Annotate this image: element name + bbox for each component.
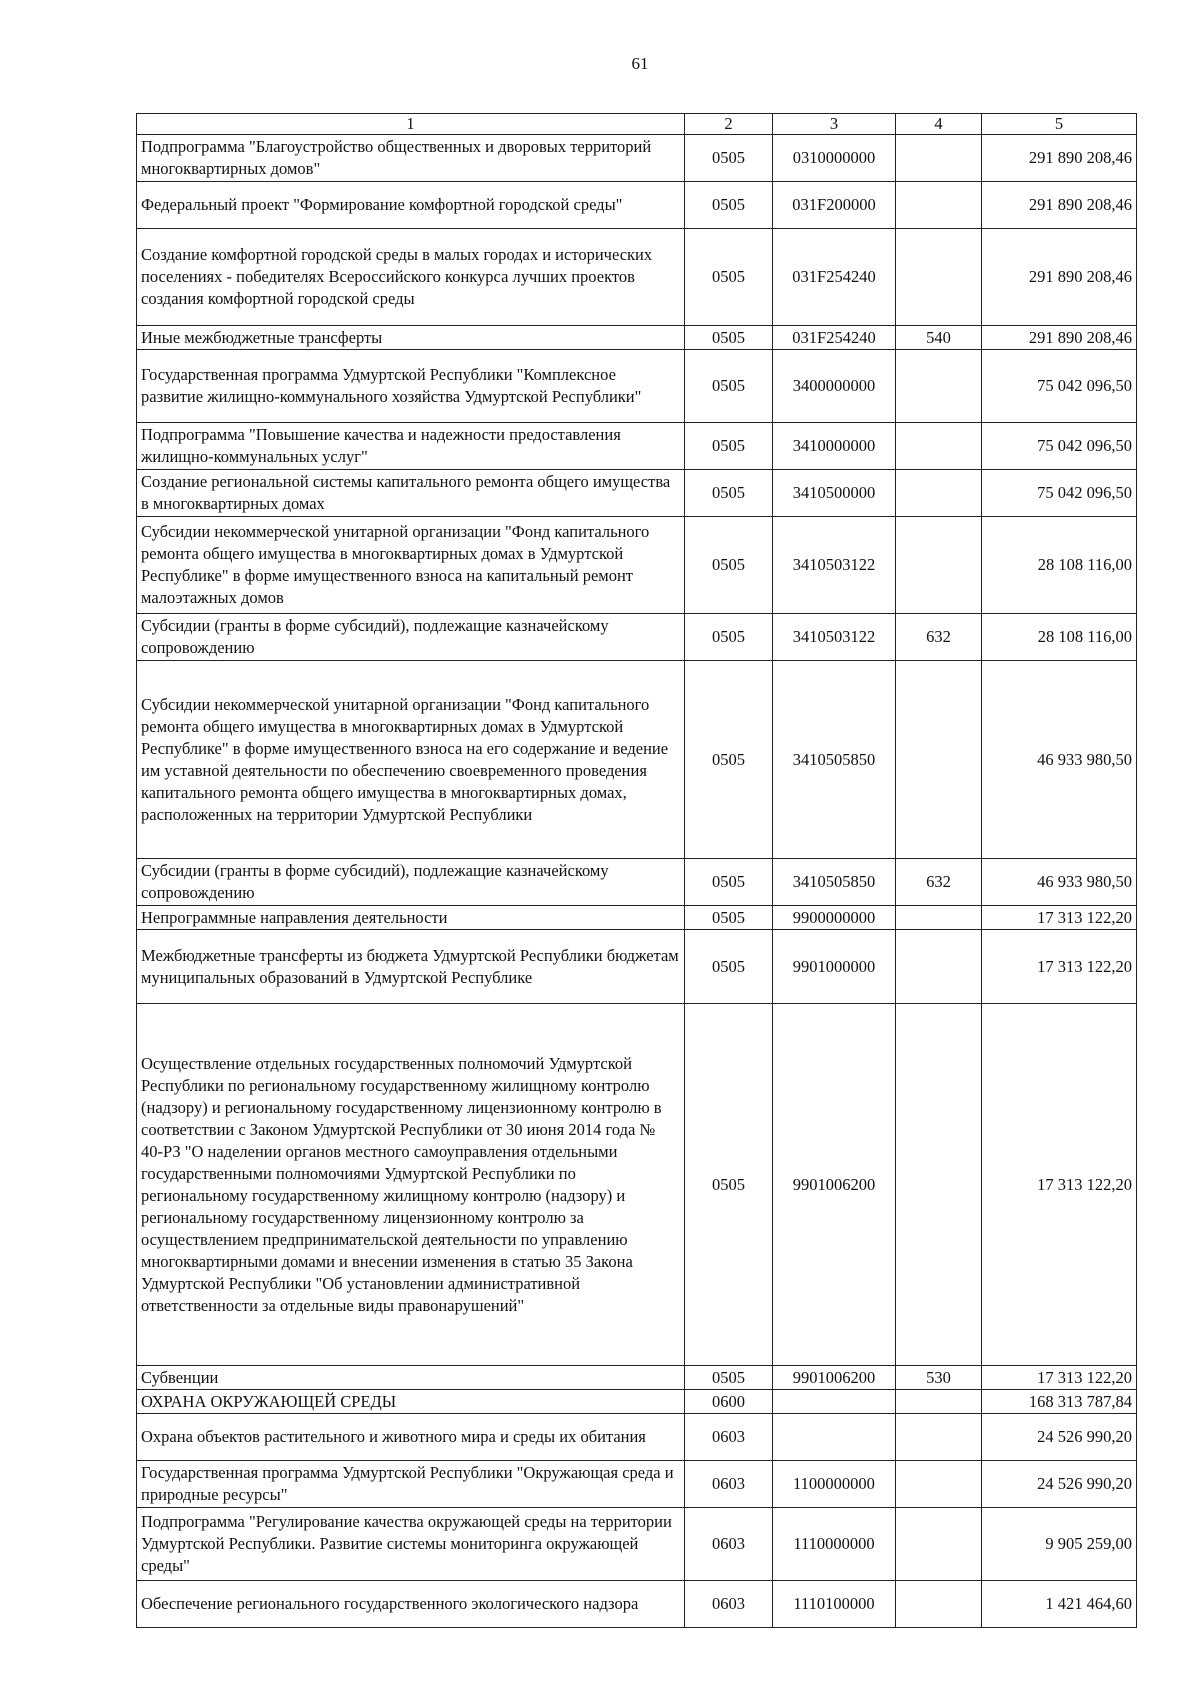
row-code xyxy=(773,1414,896,1461)
row-name: Субсидии некоммерческой унитарной организации "Фонд капитального ремонта общего имущества в многоквартирных домах в Удмуртской Республике" в форме имущественного взноса на его содержание и ведение им уставной деятельности по обеспечению своевременного проведения капитального ремонта общего имущества в многоквартирных домах, расположенных на территории Удмуртской Республики xyxy=(137,661,685,859)
row-type xyxy=(896,423,982,470)
row-section: 0603 xyxy=(685,1414,773,1461)
row-name: Субсидии (гранты в форме субсидий), подлежащие казначейскому сопровождению xyxy=(137,859,685,906)
row-type xyxy=(896,350,982,423)
row-type xyxy=(896,1581,982,1628)
row-code: 031F200000 xyxy=(773,182,896,229)
row-type xyxy=(896,1414,982,1461)
row-amount: 9 905 259,00 xyxy=(982,1508,1137,1581)
table-row xyxy=(137,135,1137,182)
row-name: Подпрограмма "Повышение качества и надежности предоставления жилищно-коммунальных услуг" xyxy=(137,423,685,470)
header-col-3: 3 xyxy=(773,114,896,135)
row-type xyxy=(896,135,982,182)
row-name: Создание региональной системы капитального ремонта общего имущества в многоквартирных домах xyxy=(137,470,685,517)
row-type xyxy=(896,229,982,326)
row-name: Подпрограмма "Благоустройство общественных и дворовых территорий многоквартирных домов" xyxy=(137,135,685,182)
row-code: 3410505850 xyxy=(773,859,896,906)
table-row xyxy=(137,661,1137,859)
row-section: 0505 xyxy=(685,1004,773,1366)
row-code: 3410503122 xyxy=(773,614,896,661)
table-row xyxy=(137,1414,1137,1461)
row-amount: 75 042 096,50 xyxy=(982,423,1137,470)
row-section: 0505 xyxy=(685,350,773,423)
row-section: 0600 xyxy=(685,1390,773,1414)
table-row xyxy=(137,182,1137,229)
row-name: Подпрограмма "Регулирование качества окружающей среды на территории Удмуртской Республики. Развитие системы мониторинга окружающей среды" xyxy=(137,1508,685,1581)
row-amount: 24 526 990,20 xyxy=(982,1461,1137,1508)
table-row xyxy=(137,517,1137,614)
row-type xyxy=(896,1461,982,1508)
row-type xyxy=(896,1508,982,1581)
row-code: 3410503122 xyxy=(773,517,896,614)
table-row xyxy=(137,326,1137,350)
row-section: 0505 xyxy=(685,182,773,229)
row-type xyxy=(896,930,982,1004)
row-name: Государственная программа Удмуртской Республики "Комплексное развитие жилищно-коммунального хозяйства Удмуртской Республики" xyxy=(137,350,685,423)
row-amount: 24 526 990,20 xyxy=(982,1414,1137,1461)
row-amount: 17 313 122,20 xyxy=(982,1366,1137,1390)
row-name: ОХРАНА ОКРУЖАЮЩЕЙ СРЕДЫ xyxy=(137,1390,685,1414)
row-name: Охрана объектов растительного и животного мира и среды их обитания xyxy=(137,1414,685,1461)
row-amount: 46 933 980,50 xyxy=(982,859,1137,906)
row-name: Субсидии (гранты в форме субсидий), подлежащие казначейскому сопровождению xyxy=(137,614,685,661)
row-code: 0310000000 xyxy=(773,135,896,182)
row-type: 632 xyxy=(896,859,982,906)
row-section: 0505 xyxy=(685,661,773,859)
row-amount: 291 890 208,46 xyxy=(982,182,1137,229)
row-amount: 75 042 096,50 xyxy=(982,350,1137,423)
row-code xyxy=(773,1390,896,1414)
row-type xyxy=(896,661,982,859)
row-section: 0505 xyxy=(685,517,773,614)
row-code: 3410500000 xyxy=(773,470,896,517)
row-type xyxy=(896,1390,982,1414)
row-section: 0505 xyxy=(685,135,773,182)
row-name: Федеральный проект "Формирование комфортной городской среды" xyxy=(137,182,685,229)
row-code: 9901006200 xyxy=(773,1366,896,1390)
row-amount: 17 313 122,20 xyxy=(982,930,1137,1004)
row-code: 1100000000 xyxy=(773,1461,896,1508)
table-row xyxy=(137,1581,1137,1628)
row-section: 0603 xyxy=(685,1508,773,1581)
row-name: Межбюджетные трансферты из бюджета Удмуртской Республики бюджетам муниципальных образований в Удмуртской Республике xyxy=(137,930,685,1004)
row-section: 0505 xyxy=(685,859,773,906)
row-amount: 1 421 464,60 xyxy=(982,1581,1137,1628)
row-type xyxy=(896,517,982,614)
table-row xyxy=(137,1508,1137,1581)
row-code: 3400000000 xyxy=(773,350,896,423)
row-type xyxy=(896,182,982,229)
row-amount: 17 313 122,20 xyxy=(982,906,1137,930)
row-code: 3410000000 xyxy=(773,423,896,470)
table-row xyxy=(137,614,1137,661)
table-row xyxy=(137,1366,1137,1390)
table-row xyxy=(137,906,1137,930)
row-section: 0505 xyxy=(685,906,773,930)
header-col-1: 1 xyxy=(137,114,685,135)
page-number: 61 xyxy=(631,54,649,73)
row-section: 0505 xyxy=(685,229,773,326)
row-code: 1110000000 xyxy=(773,1508,896,1581)
row-section: 0603 xyxy=(685,1461,773,1508)
row-code: 3410505850 xyxy=(773,661,896,859)
header-col-4: 4 xyxy=(896,114,982,135)
row-section: 0505 xyxy=(685,614,773,661)
row-amount: 291 890 208,46 xyxy=(982,229,1137,326)
row-type xyxy=(896,470,982,517)
row-name: Государственная программа Удмуртской Республики "Окружающая среда и природные ресурсы" xyxy=(137,1461,685,1508)
row-type: 540 xyxy=(896,326,982,350)
table-row xyxy=(137,1390,1137,1414)
row-type xyxy=(896,906,982,930)
row-section: 0505 xyxy=(685,423,773,470)
row-name: Иные межбюджетные трансферты xyxy=(137,326,685,350)
table-row xyxy=(137,229,1137,326)
row-name: Создание комфортной городской среды в малых городах и исторических поселениях - победителях Всероссийского конкурса лучших проектов создания комфортной городской среды xyxy=(137,229,685,326)
row-section: 0505 xyxy=(685,470,773,517)
row-section: 0505 xyxy=(685,930,773,1004)
row-section: 0505 xyxy=(685,326,773,350)
table-row xyxy=(137,1461,1137,1508)
table-row xyxy=(137,930,1137,1004)
row-section: 0603 xyxy=(685,1581,773,1628)
row-amount: 75 042 096,50 xyxy=(982,470,1137,517)
row-name: Осуществление отдельных государственных полномочий Удмуртской Республики по региональному государственному жилищному контролю (надзору) и региональному государственному лицензионному контролю в соответствии с Законом Удмуртской Республики от 30 июня 2014 года № 40-РЗ "О наделении органов местного самоуправления отдельными государственными полномочиями Удмуртской Республики по региональному государственному жилищному контролю (надзору) и региональному государственному лицензионному контролю за осуществлением предпринимательской деятельности по управлению многоквартирными домами и внесении изменения в статью 35 Закона Удмуртской Республики "Об установлении административной ответственности за отдельные виды правонарушений" xyxy=(137,1004,685,1366)
row-type xyxy=(896,1004,982,1366)
row-amount: 168 313 787,84 xyxy=(982,1390,1137,1414)
row-code: 9901006200 xyxy=(773,1004,896,1366)
budget-table xyxy=(136,113,1137,1628)
table-header-row xyxy=(137,114,1137,135)
table-row xyxy=(137,423,1137,470)
row-amount: 46 933 980,50 xyxy=(982,661,1137,859)
row-amount: 291 890 208,46 xyxy=(982,135,1137,182)
header-col-2: 2 xyxy=(685,114,773,135)
row-name: Субвенции xyxy=(137,1366,685,1390)
row-amount: 28 108 116,00 xyxy=(982,517,1137,614)
row-name: Субсидии некоммерческой унитарной организации "Фонд капитального ремонта общего имущества в многоквартирных домах в Удмуртской Республике" в форме имущественного взноса на капитальный ремонт малоэтажных домов xyxy=(137,517,685,614)
header-col-5: 5 xyxy=(982,114,1137,135)
row-code: 031F254240 xyxy=(773,326,896,350)
row-type: 632 xyxy=(896,614,982,661)
table-row xyxy=(137,1004,1137,1366)
row-code: 031F254240 xyxy=(773,229,896,326)
row-code: 1110100000 xyxy=(773,1581,896,1628)
row-name: Обеспечение регионального государственного экологического надзора xyxy=(137,1581,685,1628)
row-amount: 28 108 116,00 xyxy=(982,614,1137,661)
row-amount: 291 890 208,46 xyxy=(982,326,1137,350)
row-name: Непрограммные направления деятельности xyxy=(137,906,685,930)
row-code: 9901000000 xyxy=(773,930,896,1004)
table-row xyxy=(137,470,1137,517)
table-row xyxy=(137,859,1137,906)
table-row xyxy=(137,350,1137,423)
row-amount: 17 313 122,20 xyxy=(982,1004,1137,1366)
row-code: 9900000000 xyxy=(773,906,896,930)
row-type: 530 xyxy=(896,1366,982,1390)
row-section: 0505 xyxy=(685,1366,773,1390)
